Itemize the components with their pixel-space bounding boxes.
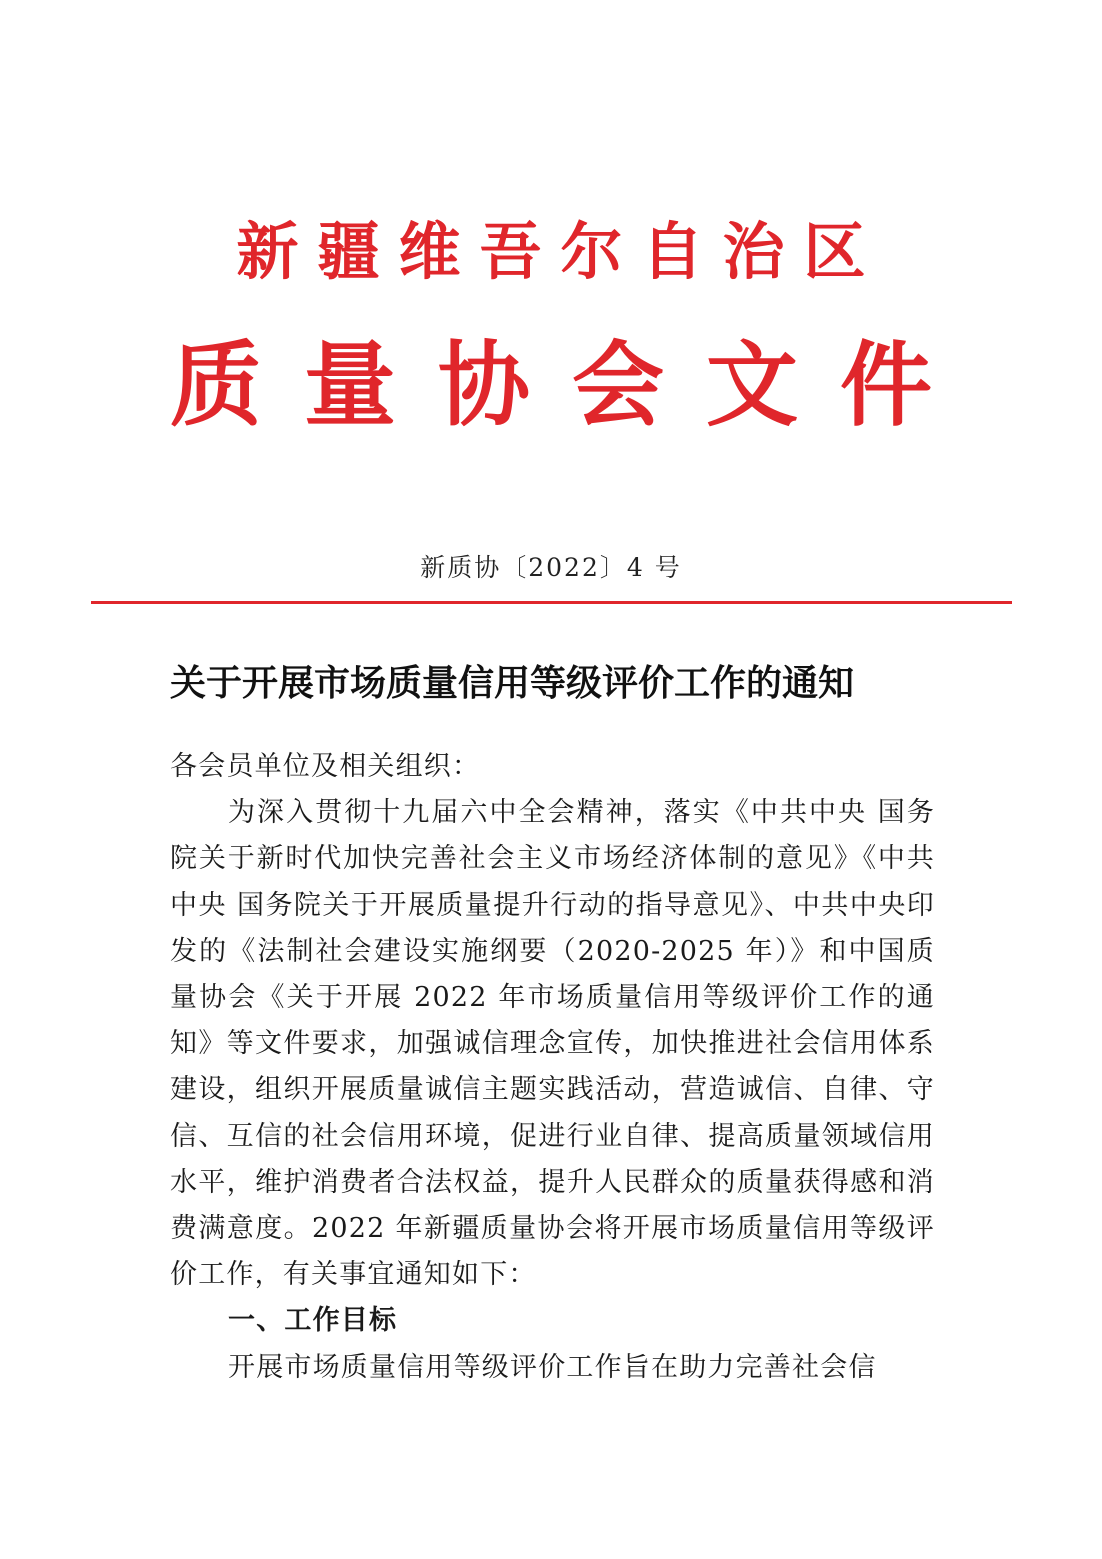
document-type-heading: 质量协会文件 bbox=[169, 331, 974, 439]
document-number: 新质协〔2022〕4 号 bbox=[420, 553, 682, 582]
section-heading: 一、工作目标 bbox=[228, 1305, 398, 1337]
issuer-name: 新疆维吾尔自治区 bbox=[236, 215, 885, 288]
salutation: 各会员单位及相关组织： bbox=[170, 751, 481, 782]
body-paragraph: 开展市场质量信用等级评价工作旨在助力完善社会信 bbox=[228, 1351, 877, 1383]
red-divider bbox=[91, 601, 1012, 604]
document-title: 关于开展市场质量信用等级评价工作的通知 bbox=[170, 663, 855, 704]
document-body bbox=[170, 744, 935, 1391]
body-paragraph: 为深入贯彻十九届六中全会精神，落实《中共中央 国务院关于新时代加快完善社会主义市场经济体制的意见》《中共中央 国务院关于开展质量提升行动的指导意见》、中共中央印发的《法制社会建设实施纲要（2020-2025 年）》和中国质量协会《关于开展 2022 年市场质量信用等级评价工作的通知》等文件要求，加强诚信理念宣传，加快推进社会信用体系建设，组织开展质量诚信主题实践活动，营造诚信、自律、守信、互信的社会信用环境，促进行业自律、提高质量领域信用水平，维护消费者合法权益，提升人民群众的质量获得感和消费满意度。2022 年新疆质量协会将开展市场质量信用等级评价工作，有关事宜通知如下： bbox=[170, 797, 935, 1291]
